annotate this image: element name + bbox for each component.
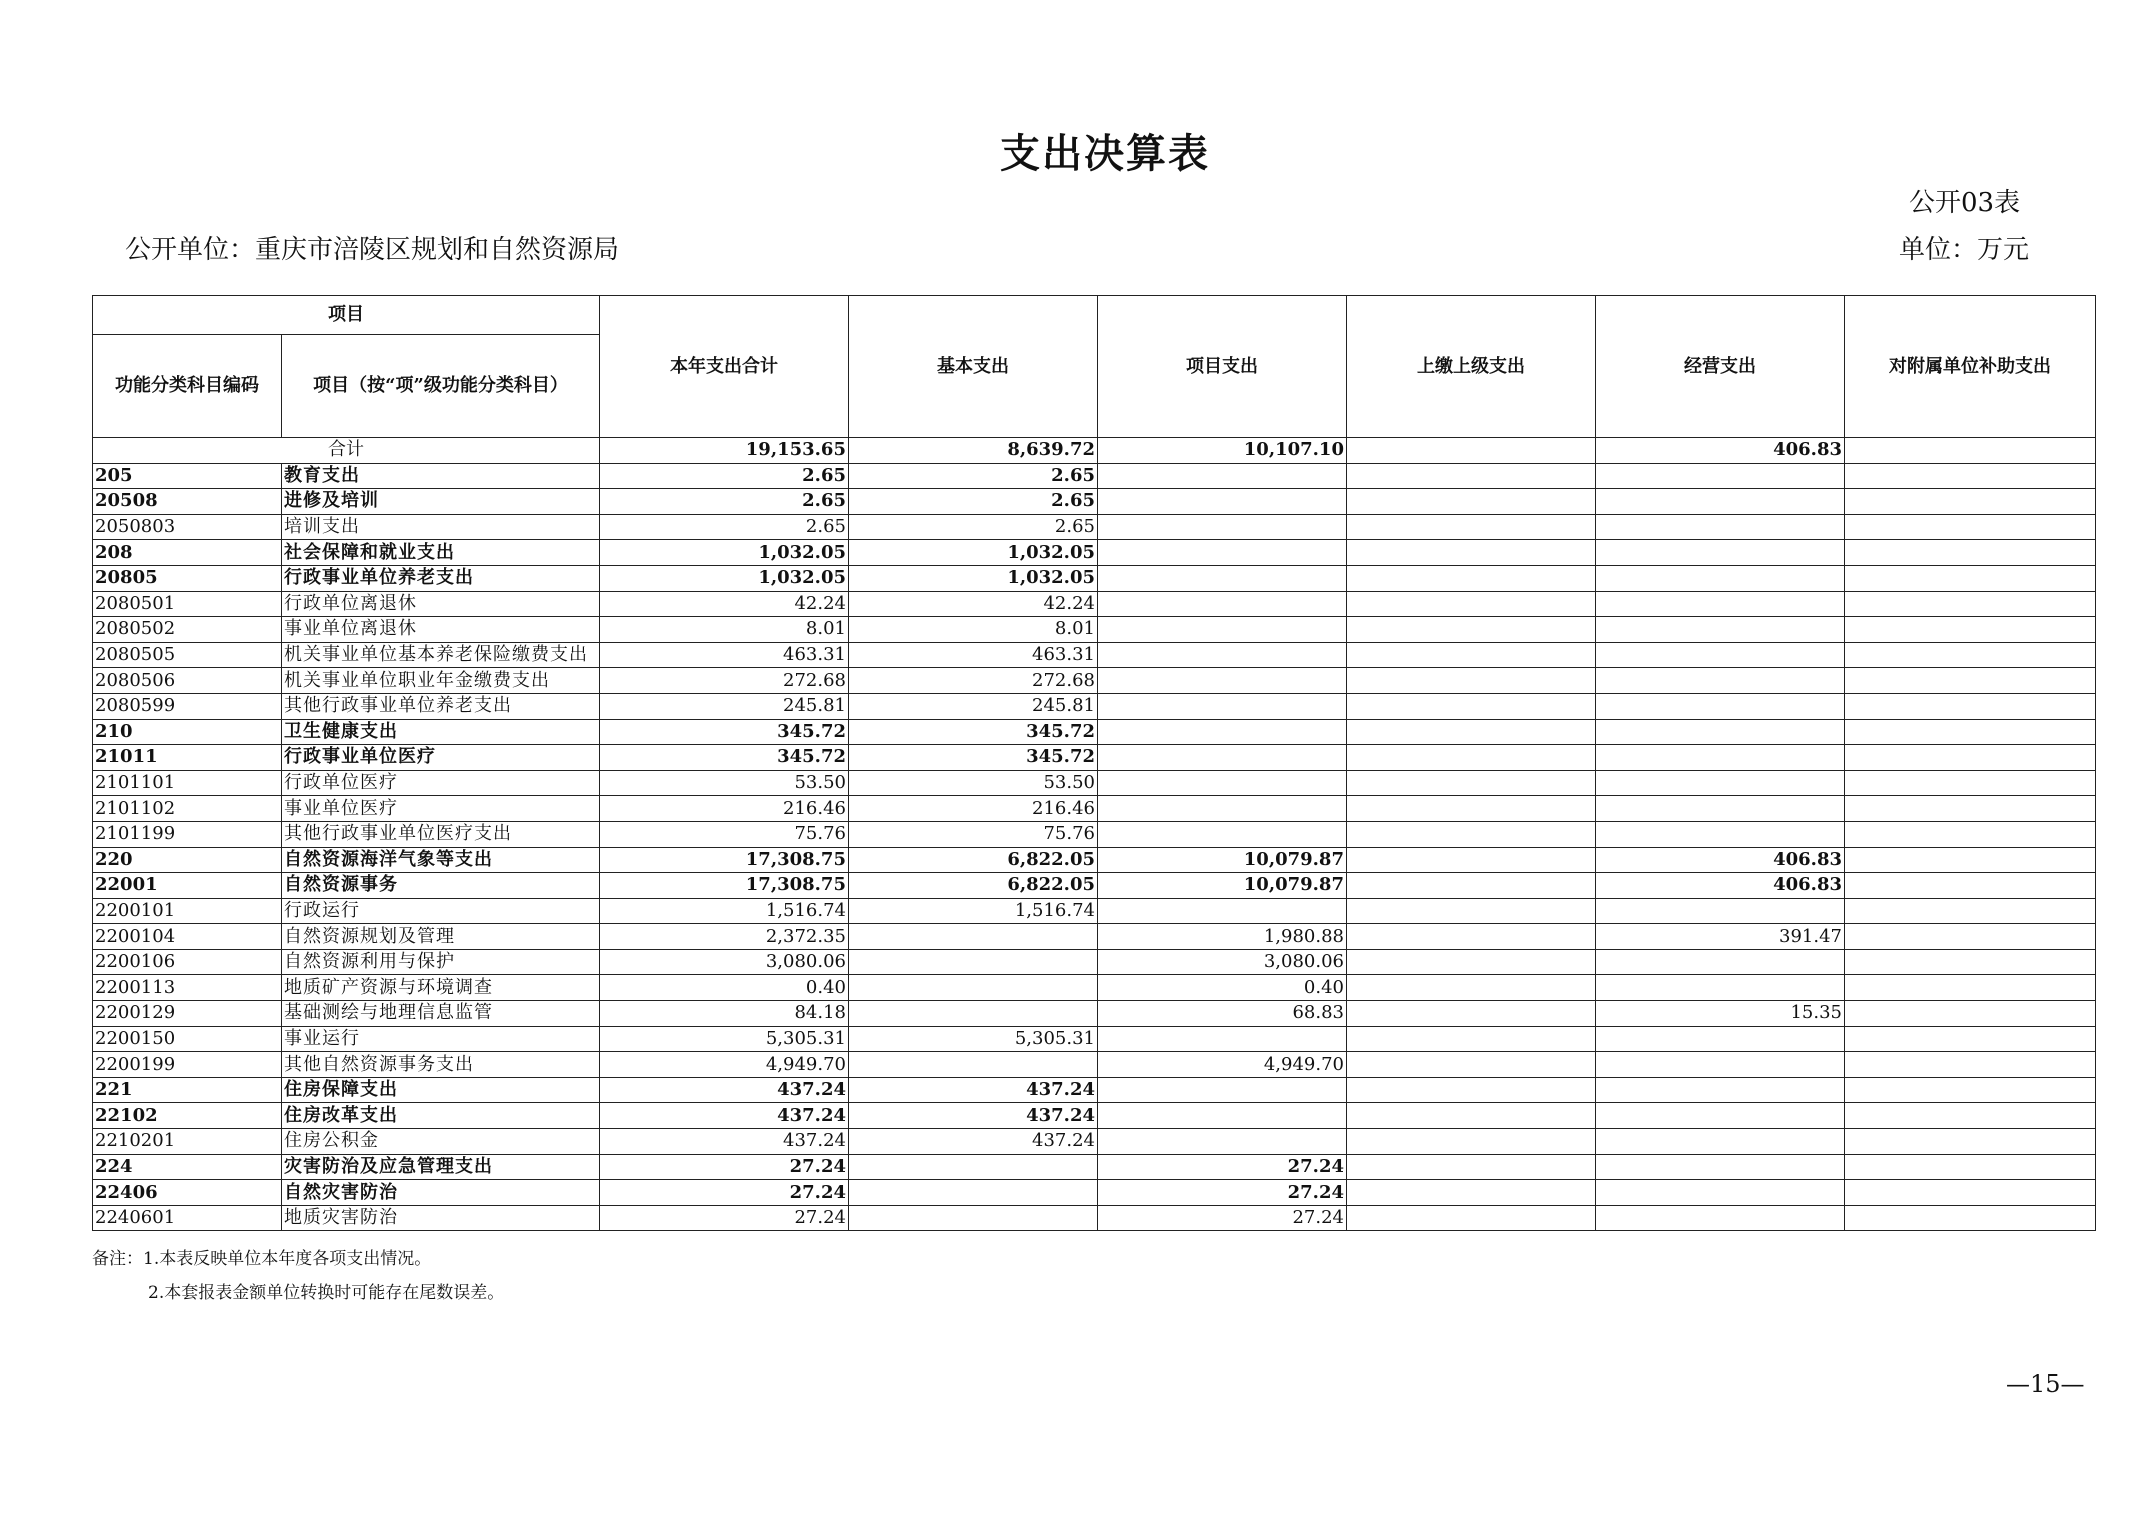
cell-name: 基础测绘与地理信息监管 <box>282 1001 600 1027</box>
cell-basic: 463.31 <box>849 642 1098 668</box>
cell-upper <box>1347 1154 1596 1180</box>
cell-business <box>1596 719 1845 745</box>
cell-project-exp <box>1098 693 1347 719</box>
cell-subsidy <box>1845 873 2096 899</box>
cell-code: 208 <box>93 540 282 566</box>
cell-code: 221 <box>93 1077 282 1103</box>
cell-total: 4,949.70 <box>600 1052 849 1078</box>
cell-code: 2200129 <box>93 1001 282 1027</box>
cell-name: 灾害防治及应急管理支出 <box>282 1154 600 1180</box>
cell-name: 行政运行 <box>282 898 600 924</box>
table-row <box>93 514 2096 540</box>
cell-business: 406.83 <box>1596 847 1845 873</box>
cell-business <box>1596 975 1845 1001</box>
total-label: 合计 <box>93 438 600 464</box>
cell-upper <box>1347 1180 1596 1206</box>
cell-name: 培训支出 <box>282 514 600 540</box>
cell-name: 社会保障和就业支出 <box>282 540 600 566</box>
cell-code: 21011 <box>93 745 282 771</box>
header-name: 项目（按“项”级功能分类科目） <box>282 335 600 438</box>
cell-total: 437.24 <box>600 1103 849 1129</box>
cell-basic: 8.01 <box>849 617 1098 643</box>
cell-name: 机关事业单位职业年金缴费支出 <box>282 668 600 694</box>
cell-code: 205 <box>93 463 282 489</box>
cell-code: 2080501 <box>93 591 282 617</box>
cell-business <box>1596 1205 1845 1231</box>
cell-subsidy <box>1845 949 2096 975</box>
cell-total: 75.76 <box>600 821 849 847</box>
cell-total: 272.68 <box>600 668 849 694</box>
cell-business <box>1596 565 1845 591</box>
cell-business <box>1596 1180 1845 1206</box>
cell-project-exp <box>1098 642 1347 668</box>
cell-upper <box>1347 847 1596 873</box>
table-row <box>93 489 2096 515</box>
table-row <box>93 898 2096 924</box>
cell-code: 2200104 <box>93 924 282 950</box>
cell-code: 2080505 <box>93 642 282 668</box>
cell-code: 2200150 <box>93 1026 282 1052</box>
cell-basic: 6,822.05 <box>849 847 1098 873</box>
cell-subsidy <box>1845 489 2096 515</box>
cell-name: 行政单位医疗 <box>282 770 600 796</box>
cell-total: 42.24 <box>600 591 849 617</box>
cell-total: 345.72 <box>600 745 849 771</box>
cell-name: 自然资源利用与保护 <box>282 949 600 975</box>
table-row <box>93 540 2096 566</box>
cell-subsidy <box>1845 975 2096 1001</box>
cell-project-exp: 68.83 <box>1098 1001 1347 1027</box>
cell-upper <box>1347 617 1596 643</box>
total-business: 406.83 <box>1596 438 1845 464</box>
cell-upper <box>1347 873 1596 899</box>
table-row <box>93 975 2096 1001</box>
cell-business <box>1596 1026 1845 1052</box>
cell-upper <box>1347 1001 1596 1027</box>
cell-upper <box>1347 642 1596 668</box>
table-row <box>93 668 2096 694</box>
cell-basic <box>849 1205 1098 1231</box>
reporting-unit: 公开单位：重庆市涪陵区规划和自然资源局 <box>125 235 620 265</box>
cell-business <box>1596 821 1845 847</box>
cell-code: 2200106 <box>93 949 282 975</box>
cell-upper <box>1347 1052 1596 1078</box>
table-row <box>93 1129 2096 1155</box>
table-row <box>93 847 2096 873</box>
cell-subsidy <box>1845 591 2096 617</box>
cell-basic: 2.65 <box>849 463 1098 489</box>
cell-upper <box>1347 719 1596 745</box>
cell-upper <box>1347 668 1596 694</box>
page-title: 支出决算表 <box>1000 130 1210 177</box>
cell-subsidy <box>1845 540 2096 566</box>
cell-subsidy <box>1845 1180 2096 1206</box>
cell-total: 27.24 <box>600 1154 849 1180</box>
cell-code: 210 <box>93 719 282 745</box>
cell-project-exp <box>1098 1129 1347 1155</box>
cell-total: 17,308.75 <box>600 847 849 873</box>
cell-name: 事业运行 <box>282 1026 600 1052</box>
total-subsidy <box>1845 438 2096 464</box>
table-row <box>93 796 2096 822</box>
cell-total: 2.65 <box>600 514 849 540</box>
cell-subsidy <box>1845 847 2096 873</box>
cell-business <box>1596 540 1845 566</box>
cell-business <box>1596 617 1845 643</box>
cell-basic <box>849 1154 1098 1180</box>
cell-subsidy <box>1845 1154 2096 1180</box>
cell-project-exp <box>1098 591 1347 617</box>
cell-total: 1,032.05 <box>600 540 849 566</box>
cell-total: 53.50 <box>600 770 849 796</box>
cell-total: 8.01 <box>600 617 849 643</box>
table-row <box>93 821 2096 847</box>
cell-business <box>1596 591 1845 617</box>
cell-basic: 6,822.05 <box>849 873 1098 899</box>
cell-name: 地质灾害防治 <box>282 1205 600 1231</box>
cell-total: 437.24 <box>600 1129 849 1155</box>
cell-basic: 75.76 <box>849 821 1098 847</box>
cell-code: 224 <box>93 1154 282 1180</box>
cell-basic: 437.24 <box>849 1103 1098 1129</box>
expenditure-table <box>92 295 2096 1231</box>
cell-total: 0.40 <box>600 975 849 1001</box>
cell-basic <box>849 975 1098 1001</box>
cell-basic: 5,305.31 <box>849 1026 1098 1052</box>
cell-subsidy <box>1845 565 2096 591</box>
notes <box>92 1244 504 1312</box>
cell-subsidy <box>1845 463 2096 489</box>
cell-project-exp: 27.24 <box>1098 1205 1347 1231</box>
cell-project-exp <box>1098 1026 1347 1052</box>
header-project: 项目 <box>93 296 600 335</box>
table-row <box>93 1154 2096 1180</box>
cell-business <box>1596 1154 1845 1180</box>
cell-total: 245.81 <box>600 693 849 719</box>
cell-upper <box>1347 949 1596 975</box>
cell-upper <box>1347 821 1596 847</box>
cell-upper <box>1347 745 1596 771</box>
cell-business <box>1596 949 1845 975</box>
header-total: 本年支出合计 <box>600 296 849 438</box>
cell-upper <box>1347 1077 1596 1103</box>
cell-total: 1,516.74 <box>600 898 849 924</box>
cell-subsidy <box>1845 1026 2096 1052</box>
cell-business <box>1596 898 1845 924</box>
cell-name: 自然资源规划及管理 <box>282 924 600 950</box>
header-subsidy: 对附属单位补助支出 <box>1845 296 2096 438</box>
cell-basic: 1,032.05 <box>849 565 1098 591</box>
cell-code: 2200101 <box>93 898 282 924</box>
cell-business <box>1596 1077 1845 1103</box>
cell-upper <box>1347 565 1596 591</box>
cell-project-exp: 27.24 <box>1098 1180 1347 1206</box>
cell-code: 20805 <box>93 565 282 591</box>
cell-code: 2080506 <box>93 668 282 694</box>
cell-total: 2.65 <box>600 489 849 515</box>
cell-total: 17,308.75 <box>600 873 849 899</box>
currency-unit: 单位：万元 <box>1899 235 2030 265</box>
cell-project-exp <box>1098 514 1347 540</box>
table-row <box>93 1103 2096 1129</box>
table-row <box>93 1180 2096 1206</box>
cell-project-exp <box>1098 796 1347 822</box>
cell-business: 391.47 <box>1596 924 1845 950</box>
cell-project-exp <box>1098 1077 1347 1103</box>
cell-subsidy <box>1845 770 2096 796</box>
cell-name: 自然资源海洋气象等支出 <box>282 847 600 873</box>
cell-subsidy <box>1845 668 2096 694</box>
table-row <box>93 745 2096 771</box>
cell-basic: 272.68 <box>849 668 1098 694</box>
cell-project-exp <box>1098 463 1347 489</box>
cell-business <box>1596 796 1845 822</box>
cell-project-exp <box>1098 1103 1347 1129</box>
cell-name: 事业单位医疗 <box>282 796 600 822</box>
table-row <box>93 693 2096 719</box>
cell-upper <box>1347 489 1596 515</box>
cell-project-exp: 4,949.70 <box>1098 1052 1347 1078</box>
cell-business <box>1596 489 1845 515</box>
header-project-expenditure: 项目支出 <box>1098 296 1347 438</box>
header-basic: 基本支出 <box>849 296 1098 438</box>
cell-name: 住房公积金 <box>282 1129 600 1155</box>
cell-total: 5,305.31 <box>600 1026 849 1052</box>
cell-basic: 437.24 <box>849 1077 1098 1103</box>
cell-business <box>1596 745 1845 771</box>
cell-project-exp <box>1098 821 1347 847</box>
cell-basic <box>849 1180 1098 1206</box>
cell-total: 3,080.06 <box>600 949 849 975</box>
cell-project-exp: 0.40 <box>1098 975 1347 1001</box>
cell-project-exp: 3,080.06 <box>1098 949 1347 975</box>
cell-project-exp <box>1098 719 1347 745</box>
cell-business <box>1596 1103 1845 1129</box>
cell-code: 2240601 <box>93 1205 282 1231</box>
cell-basic <box>849 924 1098 950</box>
cell-name: 行政事业单位养老支出 <box>282 565 600 591</box>
table-row <box>93 770 2096 796</box>
cell-business <box>1596 642 1845 668</box>
cell-name: 机关事业单位基本养老保险缴费支出 <box>282 642 600 668</box>
cell-project-exp <box>1098 745 1347 771</box>
table-row <box>93 1052 2096 1078</box>
header-code: 功能分类科目编码 <box>93 335 282 438</box>
cell-code: 2101101 <box>93 770 282 796</box>
cell-upper <box>1347 693 1596 719</box>
cell-subsidy <box>1845 642 2096 668</box>
cell-name: 行政单位离退休 <box>282 591 600 617</box>
cell-business <box>1596 1129 1845 1155</box>
cell-upper <box>1347 591 1596 617</box>
cell-business <box>1596 1052 1845 1078</box>
cell-upper <box>1347 1103 1596 1129</box>
cell-upper <box>1347 1129 1596 1155</box>
cell-subsidy <box>1845 1103 2096 1129</box>
cell-basic: 2.65 <box>849 514 1098 540</box>
cell-business <box>1596 770 1845 796</box>
cell-subsidy <box>1845 719 2096 745</box>
cell-basic: 2.65 <box>849 489 1098 515</box>
table-row <box>93 642 2096 668</box>
cell-name: 其他行政事业单位医疗支出 <box>282 821 600 847</box>
cell-subsidy <box>1845 693 2096 719</box>
table-row <box>93 719 2096 745</box>
cell-project-exp <box>1098 565 1347 591</box>
cell-subsidy <box>1845 745 2096 771</box>
cell-name: 行政事业单位医疗 <box>282 745 600 771</box>
cell-total: 1,032.05 <box>600 565 849 591</box>
cell-name: 自然资源事务 <box>282 873 600 899</box>
cell-code: 2200113 <box>93 975 282 1001</box>
cell-basic: 345.72 <box>849 745 1098 771</box>
cell-business <box>1596 514 1845 540</box>
cell-name: 其他自然资源事务支出 <box>282 1052 600 1078</box>
cell-basic <box>849 1052 1098 1078</box>
cell-basic: 216.46 <box>849 796 1098 822</box>
table-row <box>93 1077 2096 1103</box>
cell-code: 2080599 <box>93 693 282 719</box>
cell-name: 住房改革支出 <box>282 1103 600 1129</box>
table-row <box>93 617 2096 643</box>
cell-upper <box>1347 540 1596 566</box>
cell-subsidy <box>1845 1052 2096 1078</box>
cell-subsidy <box>1845 898 2096 924</box>
cell-upper <box>1347 1205 1596 1231</box>
cell-code: 22102 <box>93 1103 282 1129</box>
cell-code: 2101199 <box>93 821 282 847</box>
cell-subsidy <box>1845 821 2096 847</box>
total-total: 19,153.65 <box>600 438 849 464</box>
cell-name: 教育支出 <box>282 463 600 489</box>
cell-project-exp <box>1098 668 1347 694</box>
cell-upper <box>1347 770 1596 796</box>
cell-subsidy <box>1845 514 2096 540</box>
cell-name: 其他行政事业单位养老支出 <box>282 693 600 719</box>
table-row <box>93 591 2096 617</box>
note-2: 2.本套报表金额单位转换时可能存在尾数误差。 <box>148 1283 505 1303</box>
cell-subsidy <box>1845 924 2096 950</box>
cell-name: 住房保障支出 <box>282 1077 600 1103</box>
cell-code: 20508 <box>93 489 282 515</box>
cell-code: 22001 <box>93 873 282 899</box>
cell-upper <box>1347 463 1596 489</box>
cell-project-exp <box>1098 617 1347 643</box>
cell-total: 2,372.35 <box>600 924 849 950</box>
cell-total: 463.31 <box>600 642 849 668</box>
cell-total: 437.24 <box>600 1077 849 1103</box>
cell-subsidy <box>1845 1129 2096 1155</box>
cell-project-exp <box>1098 770 1347 796</box>
cell-code: 2050803 <box>93 514 282 540</box>
table-row <box>93 1001 2096 1027</box>
form-number: 公开03表 <box>1909 188 2021 218</box>
table-row <box>93 1205 2096 1231</box>
cell-project-exp: 10,079.87 <box>1098 873 1347 899</box>
cell-upper <box>1347 975 1596 1001</box>
table-row <box>93 463 2096 489</box>
cell-project-exp: 10,079.87 <box>1098 847 1347 873</box>
cell-total: 2.65 <box>600 463 849 489</box>
cell-total: 216.46 <box>600 796 849 822</box>
cell-basic: 53.50 <box>849 770 1098 796</box>
table-row <box>93 873 2096 899</box>
cell-name: 自然灾害防治 <box>282 1180 600 1206</box>
cell-upper <box>1347 1026 1596 1052</box>
cell-business: 15.35 <box>1596 1001 1845 1027</box>
total-project-expenditure: 10,107.10 <box>1098 438 1347 464</box>
cell-basic: 245.81 <box>849 693 1098 719</box>
header-upper-payment: 上缴上级支出 <box>1347 296 1596 438</box>
cell-total: 345.72 <box>600 719 849 745</box>
cell-project-exp: 1,980.88 <box>1098 924 1347 950</box>
cell-subsidy <box>1845 1205 2096 1231</box>
cell-total: 84.18 <box>600 1001 849 1027</box>
cell-subsidy <box>1845 1077 2096 1103</box>
note-1: 备注：1.本表反映单位本年度各项支出情况。 <box>92 1249 432 1269</box>
cell-basic: 345.72 <box>849 719 1098 745</box>
cell-business <box>1596 668 1845 694</box>
cell-name: 卫生健康支出 <box>282 719 600 745</box>
cell-business: 406.83 <box>1596 873 1845 899</box>
cell-basic: 1,032.05 <box>849 540 1098 566</box>
cell-project-exp <box>1098 489 1347 515</box>
cell-total: 27.24 <box>600 1180 849 1206</box>
cell-upper <box>1347 514 1596 540</box>
cell-basic <box>849 949 1098 975</box>
cell-subsidy <box>1845 1001 2096 1027</box>
header-business: 经营支出 <box>1596 296 1845 438</box>
table-row <box>93 1026 2096 1052</box>
total-row <box>93 438 2096 464</box>
cell-code: 2200199 <box>93 1052 282 1078</box>
cell-subsidy <box>1845 796 2096 822</box>
table-row <box>93 565 2096 591</box>
cell-total: 27.24 <box>600 1205 849 1231</box>
cell-code: 220 <box>93 847 282 873</box>
cell-upper <box>1347 898 1596 924</box>
cell-basic <box>849 1001 1098 1027</box>
cell-code: 2080502 <box>93 617 282 643</box>
cell-basic: 42.24 <box>849 591 1098 617</box>
cell-basic: 437.24 <box>849 1129 1098 1155</box>
total-basic: 8,639.72 <box>849 438 1098 464</box>
cell-project-exp: 27.24 <box>1098 1154 1347 1180</box>
cell-code: 22406 <box>93 1180 282 1206</box>
cell-name: 地质矿产资源与环境调查 <box>282 975 600 1001</box>
cell-name: 进修及培训 <box>282 489 600 515</box>
cell-code: 2210201 <box>93 1129 282 1155</box>
cell-subsidy <box>1845 617 2096 643</box>
table-row <box>93 949 2096 975</box>
cell-upper <box>1347 924 1596 950</box>
cell-business <box>1596 693 1845 719</box>
cell-name: 事业单位离退休 <box>282 617 600 643</box>
total-upper-payment <box>1347 438 1596 464</box>
cell-basic: 1,516.74 <box>849 898 1098 924</box>
page-number: —15— <box>2006 1370 2085 1398</box>
table-row <box>93 924 2096 950</box>
cell-upper <box>1347 796 1596 822</box>
cell-project-exp <box>1098 898 1347 924</box>
cell-project-exp <box>1098 540 1347 566</box>
cell-code: 2101102 <box>93 796 282 822</box>
cell-business <box>1596 463 1845 489</box>
